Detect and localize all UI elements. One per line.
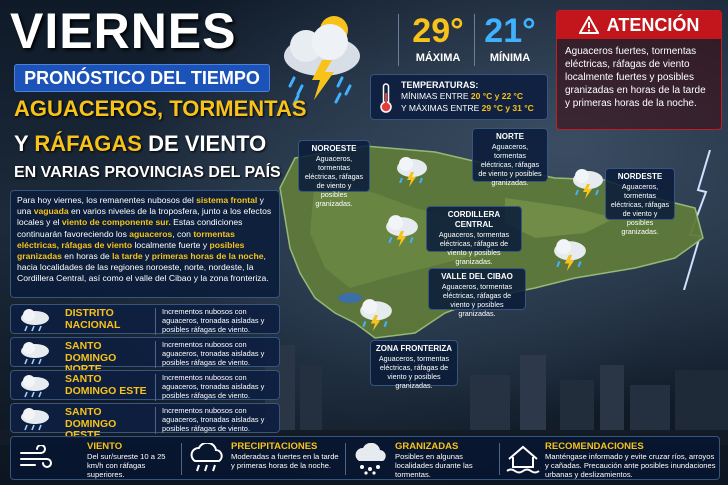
summary-text: Posibles en algunas localidades durante las tormentas. [395, 452, 473, 480]
region-title: CORDILLERA CENTRAL [447, 210, 501, 229]
summary-wind [87, 441, 177, 480]
region-nordeste [605, 168, 675, 236]
region-zona-fronteriza [370, 340, 458, 390]
temperatures-max-range: Y MÁXIMAS ENTRE 29 °C y 31 °C [401, 102, 534, 113]
region-text: Aguaceros, tormentas eléctricas, ráfagas de viento y posibles granizadas. [304, 154, 364, 208]
max-temp-label: MÁXIMA [415, 52, 461, 64]
divider [499, 443, 500, 475]
zone-name: SANTO DOMINGO [65, 340, 117, 364]
day-title: VIERNES [10, 3, 237, 59]
flood-house-icon [505, 443, 541, 475]
storm-cloud-icon [272, 8, 372, 108]
summary-recommendations [545, 441, 717, 480]
alert-header [557, 11, 721, 39]
region-text: Aguaceros, tormentas eléctricas, ráfagas de viento y posibles granizadas. [441, 282, 513, 318]
divider [398, 14, 399, 66]
max-temp [406, 14, 470, 64]
zone-text: Incrementos nubosos con aguaceros, tronadas aisladas y posibles ráfagas de viento. [155, 374, 279, 401]
temperatures-title: TEMPERATURAS: [401, 80, 479, 90]
temperatures-min-range: MÍNIMAS ENTRE 20 °C y 22 °C [401, 91, 524, 102]
summary-precipitation [231, 441, 341, 477]
subtitle-banner: PRONÓSTICO DEL TIEMPO [14, 64, 270, 92]
warning-icon [579, 16, 599, 34]
summary-text: Moderadas a fuertes en la tarde y primeras horas de la noche. [231, 452, 339, 471]
max-temp-value: 29° [412, 12, 464, 50]
zone-santo-domingo-este [10, 370, 280, 400]
summary-hail [395, 441, 495, 480]
zone-text: Incrementos nubosos con aguaceros, tronadas aisladas y posibles ráfagas de viento. [155, 308, 279, 335]
thermometer-icon [379, 83, 393, 113]
storm-cloud-icon [550, 236, 590, 272]
divider [181, 443, 182, 475]
region-text: Aguaceros, tormentas eléctricas, ráfagas de viento y posibles granizadas. [438, 230, 510, 266]
storm-cloud-icon [394, 154, 430, 188]
summary-bar [10, 436, 720, 480]
divider [345, 443, 346, 475]
region-text: Aguaceros, tormentas eléctricas, ráfagas de viento y posibles granizadas. [478, 142, 542, 187]
region-title: NORTE [496, 132, 524, 141]
headline-line-1: AGUACEROS, TORMENTAS [14, 96, 307, 121]
region-cordillera-central [426, 206, 522, 266]
storm-cloud-icon [356, 296, 396, 332]
region-text: Aguaceros, tormentas eléctricas, ráfagas de viento y posibles granizadas. [378, 354, 450, 390]
region-title: ZONA FRONTERIZA [375, 344, 453, 353]
wind-icon [19, 445, 53, 473]
divider [474, 14, 475, 66]
zone-santo-domingo-oeste [10, 403, 280, 433]
min-temp-value: 21° [484, 12, 536, 50]
summary-title: PRECIPITACIONES [231, 441, 318, 452]
rain-cloud-icon [17, 308, 53, 332]
summary-title: VIENTO [87, 441, 123, 452]
region-noroeste [298, 140, 370, 208]
summary-title: GRANIZADAS [395, 441, 459, 452]
alert-text: Aguaceros fuertes, tormentas eléctricas, ráfagas de viento localmente fuertes y posibles granizadas en horas de la tarde y primeras horas de la noche. [565, 46, 706, 109]
zone-text: Incrementos nubosos con aguaceros, tronadas aisladas y posibles ráfagas de viento. [155, 407, 279, 434]
headline-line-2: Y RÁFAGAS DE VIENTO [14, 131, 267, 156]
forecast-description: Para hoy viernes, los remanentes nubosos del sistema frontal y una vaguada en varios niveles de la troposfera, junto a los efectos locales y el viento de componente sur. Estas condiciones continuarán favoreciendo los aguaceros, con tormentas eléctricas, ráfagas de viento localmente fuerte y posibles granizadas en horas de la tarde y primeras horas de la noche, hacia localidades de las regiones noroeste, norte, nordeste, la Cordillera Central, así como el valle del Cibao y la zona fronteriza. [10, 190, 280, 298]
region-title: NOROESTE [311, 144, 357, 153]
min-temp [478, 14, 542, 64]
rain-cloud-icon [187, 443, 227, 475]
zone-name: SANTO DOMINGO ESTE [65, 373, 147, 397]
region-title: VALLE DEL CIBAO [441, 272, 513, 281]
summary-text: Del sur/sureste 10 a 25 km/h con ráfagas superiores. [87, 452, 166, 480]
hail-cloud-icon [351, 443, 391, 475]
rain-cloud-icon [17, 374, 53, 398]
region-norte [472, 128, 548, 187]
alert-title: ATENCIÓN [606, 14, 700, 35]
storm-cloud-icon [382, 212, 422, 248]
temperatures-box [370, 74, 548, 120]
zone-distrito-nacional [10, 304, 280, 334]
region-text: Aguaceros, tormentas eléctricas, ráfagas de viento y posibles granizadas. [610, 182, 670, 236]
zone-name: SANTO DOMINGO [65, 406, 117, 430]
summary-text: Manténgase informado y evite cruzar ríos, arroyos y cañadas. Precaución ante posibles inundaciones urbanas y deslizamientos. [545, 452, 716, 480]
region-title: NORDESTE [617, 172, 663, 181]
zone-santo-domingo-norte [10, 337, 280, 367]
storm-cloud-icon [570, 166, 606, 200]
rain-cloud-icon [17, 341, 53, 365]
min-temp-label: MÍNIMA [489, 52, 531, 64]
zone-text: Incrementos nubosos con aguaceros, tronadas aisladas y posibles ráfagas de viento. [155, 341, 279, 368]
zone-name: DISTRITO NACIONAL [65, 307, 121, 331]
summary-title: RECOMENDACIONES [545, 441, 644, 452]
region-valle-del-cibao [428, 268, 526, 318]
headline-line-3: EN VARIAS PROVINCIAS DEL PAÍS [14, 164, 281, 181]
alert-box [556, 10, 722, 130]
rain-cloud-icon [17, 407, 53, 431]
